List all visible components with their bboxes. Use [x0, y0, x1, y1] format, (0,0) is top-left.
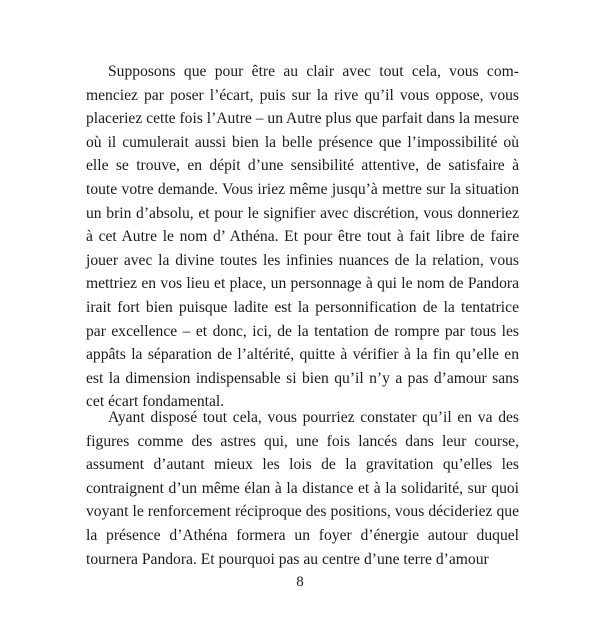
page-number: 8: [296, 574, 304, 590]
paragraph-2-text: Ayant disposé tout cela, vous pourriez constater qu’il en va des figures comme des astres qui, une fois lancés dans leur course, assument d’autant mieux les lois de la gravitation qu’elles les contraignent d’un même élan à la distance et à la solidarité, sur quoi voyant le renforcement réciproque des positions, vous décideriez que la présence d’Athéna formera un foyer d’énergie autour duquel tournera Pandora. Et pourquoi pas au centre d’une terre d’amour: [86, 409, 519, 568]
paragraph-1-text: Supposons que pour être au clair avec tout cela, vous commenciez par poser l’écart, puis sur la rive qu’il vous oppose, vous placeriez cette fois l’Autre – un Autre plus que parfait dans la mesure où il cumulerait aussi bien la belle présence que l’impossibilité où elle se trouve, en dépit d’une sensibilité attentive, de satisfaire à toute votre demande. Vous iriez même jusqu’à mettre sur la situation un brin d’absolu, et pour le signifier avec discrétion, vous donneriez à cet Autre le nom d’ Athéna. Et pour être tout à fait libre de faire jouer avec la divine toutes les infinies nuances de la relation, vous mettriez en vos lieu et place, un personnage à qui le nom de Pandora irait fort bien puisque ladite est la personnification de la tentatrice par excellence – et donc, ici, de la tentation de rompre par tous les appâts la séparation de l’altérité, quitte à vérifier à la fin qu’elle en est la dimension indispensable si bien qu’il n’y a pas d’amour sans cet écart fondamental.: [86, 63, 519, 411]
paragraph-2: [86, 406, 519, 571]
paragraph-1: [86, 60, 519, 414]
